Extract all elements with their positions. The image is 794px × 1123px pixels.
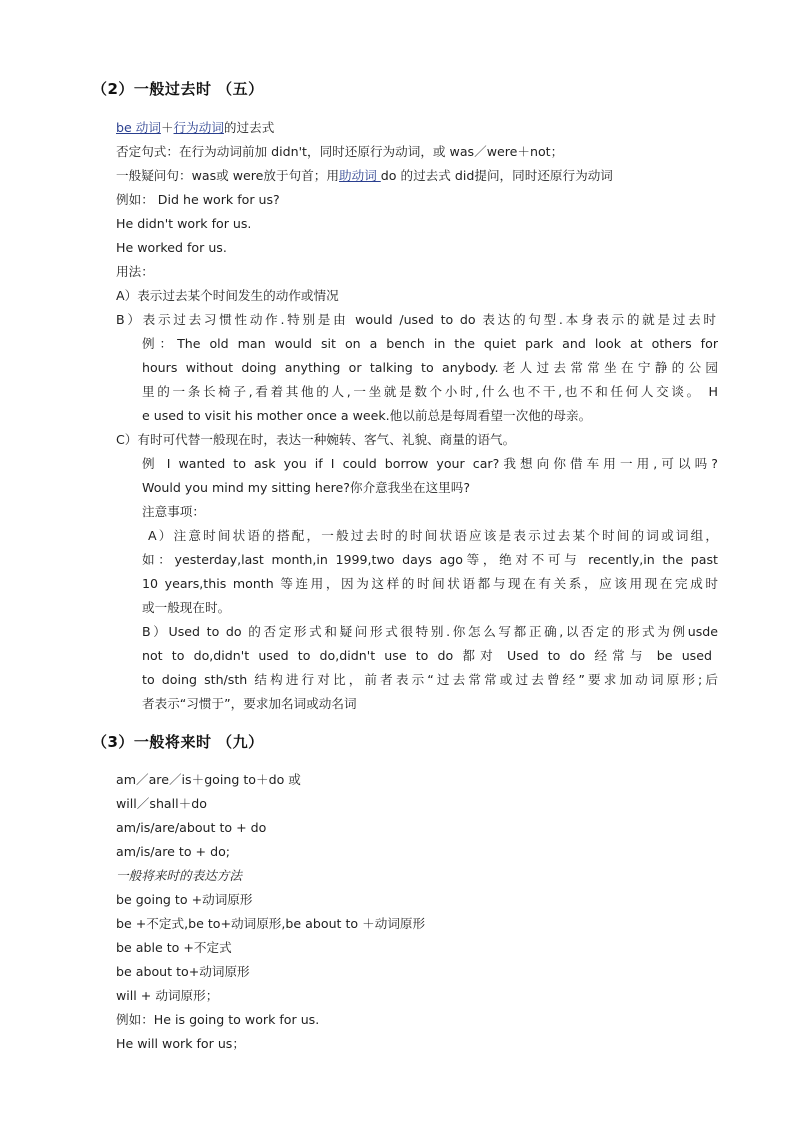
usage-label: 用法： (116, 264, 154, 279)
example-negative: He didn't work for us. (116, 216, 252, 231)
usage-b-line-4: 里的一条长椅子,看着其他的人,一坐就是数个小时,什么也不干,也不和任何人交谈。 H (142, 384, 718, 399)
auxiliary-verb-link[interactable]: 助动词 (339, 168, 381, 183)
section-heading-past-tense: （2）一般过去时 （五） (92, 80, 264, 98)
future-methods-label: 一般将来时的表达方法 (116, 868, 242, 883)
example-positive: He worked for us. (116, 240, 227, 255)
be-verb-link[interactable]: be 动词 (116, 120, 161, 135)
note-b-line-1: B）Used to do 的否定形式和疑问形式很特别.你怎么写都正确,以否定的形式为例usde (142, 624, 718, 639)
future-method-5: will + 动词原形； (116, 988, 219, 1003)
note-a-line-4: 或一般现在时。 (142, 600, 231, 615)
future-formula-4: am/is/are to + do; (116, 844, 231, 859)
future-example-2: He will work for us； (116, 1036, 245, 1051)
future-method-2: be +不定式,be to+动词原形,be about to ＋动词原形 (116, 916, 426, 931)
usage-c-line-3: Would you mind my sitting here?你介意我坐在这里吗? (142, 480, 471, 495)
usage-c-line-2: 例 I wanted to ask you if I could borrow your car?我想向你借车用一用,可以吗? (142, 456, 718, 471)
past-tense-formula (116, 119, 274, 137)
usage-a: A）表示过去某个时间发生的动作或情况 (116, 288, 339, 303)
note-a-line-3: 10 years,this month 等连用，因为这样的时间状语都与现在有关系，应该用现在完成时 (142, 576, 718, 591)
future-example-1: 例如：He is going to work for us. (116, 1012, 320, 1027)
negative-form: 否定句式：在行为动词前加 didn't，同时还原行为动词，或 was／were＋not； (116, 144, 564, 159)
question-form (116, 167, 613, 185)
note-b-line-2: not to do,didn't used to do,didn't use to do 都对 Used to do 经常与 be used (142, 648, 712, 663)
usage-c-line-1: C）有时可代替一般现在时，表达一种婉转、客气、礼貌、商量的语气。 (116, 432, 516, 447)
example-question: 例如： Did he work for us? (116, 192, 280, 207)
future-method-1: be going to +动词原形 (116, 892, 253, 907)
usage-b-line-5: e used to visit his mother once a week.他以前总是每周看望一次他的母亲。 (142, 408, 592, 423)
future-formula-1: am／are／is＋going to＋do 或 (116, 772, 301, 787)
formula-plus: ＋ (160, 120, 174, 135)
action-verb-link[interactable]: 行为动词 (173, 120, 224, 135)
formula-rest: 的过去式 (223, 120, 275, 135)
future-formula-3: am/is/are/about to + do (116, 820, 267, 835)
usage-b-line-2: 例：The old man would sit on a bench in the quiet park and look at others for (142, 336, 718, 351)
future-method-4: be about to+动词原形 (116, 964, 250, 979)
notes-label: 注意事项： (142, 504, 205, 519)
question-post: do 的过去式 did提问，同时还原行为动词 (380, 168, 613, 183)
usage-b-line-1: B）表示过去习惯性动作.特别是由 would /used to do 表达的句型.本身表示的就是过去时 (116, 312, 716, 327)
question-pre: 一般疑问句：was或 were放于句首；用 (116, 168, 339, 183)
note-a-line-1: A）注意时间状语的搭配，一般过去时的时间状语应该是表示过去某个时间的词或词组， (148, 528, 718, 543)
future-method-3: be able to +不定式 (116, 940, 232, 955)
usage-b-line-3: hours without doing anything or talking to anybody.老人过去常常坐在宁静的公园 (142, 360, 718, 375)
note-b-line-3: to doing sth/sth 结构进行对比，前者表示“过去常常或过去曾经”要求加动词原形;后 (142, 672, 718, 687)
note-a-line-2: 如：yesterday,last month,in 1999,two days ago等，绝对不可与 recently,in the past (142, 552, 718, 567)
section-heading-future-tense: （3）一般将来时 （九） (92, 733, 264, 751)
note-b-line-4: 者表示“习惯于”，要求加名词或动名词 (142, 696, 357, 711)
future-formula-2: will／shall＋do (116, 796, 207, 811)
